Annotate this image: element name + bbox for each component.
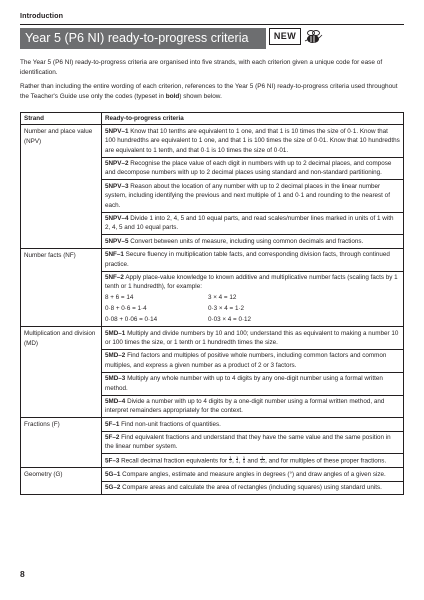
table-header-row [21, 113, 404, 125]
criterion [102, 235, 403, 247]
criterion-code: 5G–1 [105, 470, 121, 478]
strand-name: Geometry (G) [21, 468, 102, 495]
section-label: Introduction [20, 11, 64, 20]
criterion-text: Recognise the place value of each digit in numbers with up to 2 decimal places, and compose and decompose numbers with up to 2 decimal places using standard and non-standard partitioning. [105, 160, 392, 177]
criterion-text: Find factors and multiples of positive whole numbers, including common factors and common multiples, and express a given number as a product of 2 or 3 factors. [105, 352, 387, 369]
criterion-code: 5MD–2 [105, 352, 126, 360]
criterion-text: Convert between units of measure, including using common decimals and fractions. [130, 237, 364, 245]
intro-paragraph-1: The Year 5 (P6 NI) ready-to-progress criteria are organised into five strands, with each criterion given a unique code for ease of identification. [20, 59, 383, 76]
criterion-code: 5F–1 [105, 420, 120, 428]
table-row [21, 418, 404, 468]
strand-name: Number facts (NF) [21, 248, 102, 326]
criterion-code: 5NF–2 [105, 273, 124, 281]
criterion [102, 350, 403, 373]
header-strand: Strand [21, 113, 102, 125]
criterion-text: Divide a number with up to 4 digits by a one-digit number using a formal written method, and interpret remainders appropriately for the context. [105, 397, 385, 415]
criterion-text: Compare areas and calculate the area of rectangles (including squares) using standard units. [122, 484, 382, 492]
criterion [102, 272, 403, 327]
criterion [102, 482, 403, 494]
criterion-code: 5MD–1 [105, 329, 126, 337]
page-number: 8 [20, 569, 25, 579]
fraction: $\frac{1}{5}$ [242, 454, 246, 465]
criterion-code: 5NF–1 [105, 251, 124, 259]
new-badge-label: NEW [273, 31, 297, 41]
criteria-table [20, 112, 404, 495]
criterion-code: 5NPV–3 [105, 182, 129, 190]
criterion-code: 5MD–3 [105, 375, 126, 383]
example-row: 0·08 + 0·06 = 0·14 0·03 × 4 = 0·12 [105, 316, 252, 324]
fraction: $\frac{1}{2}$ [229, 454, 232, 465]
criterion [102, 125, 403, 157]
header-criteria: Ready-to-progress criteria [102, 113, 404, 125]
page-title: Year 5 (P6 NI) ready-to-progress criteria [25, 31, 249, 45]
criterion [102, 249, 403, 272]
criterion-code: 5NPV–1 [105, 127, 129, 135]
criterion: 5F–3 Recall decimal fraction equivalents for $\frac{1}{2}$, $\frac{1}{4}$, $\frac{1}{5}$ and $\frac{1}{10}$, and for multiples of these proper fractions. [105, 454, 387, 465]
criterion-code: 5F–3 [105, 457, 120, 465]
criterion-text: Multiply and divide numbers by 10 and 100; understand this as equivalent to making a number 10 or 100 times the size, or 1 tenth or 1 hundredth times the size. [105, 329, 399, 346]
criterion-text: Compare angles, estimate and measure angles in degrees (°) and draw angles of a given size. [122, 470, 386, 478]
criterion [102, 373, 403, 396]
criterion-text: Reason about the location of any number with up to 2 decimal places in the linear number system, including identifying the previous and next multiple of 1 and 0·1 and rounding to the nearest of each. [105, 182, 390, 209]
criterion-text: Divide 1 into 2, 4, 5 and 10 equal parts, and read scales/number lines marked in units of 1 with 2, 4, 5 and 10 equal parts. [105, 215, 394, 232]
criteria-cell [102, 248, 404, 326]
table-row [21, 468, 404, 495]
criterion [102, 418, 403, 431]
criterion [102, 432, 403, 455]
criterion [102, 396, 403, 418]
strand-name: Fractions (F) [21, 418, 102, 468]
strand-name: Multiplication and division (MD) [21, 327, 102, 418]
table-row [21, 327, 404, 418]
table-row [21, 248, 404, 326]
header-rule [20, 24, 404, 25]
criterion-text: Multiply any whole number with up to 4 digits by any one-digit number using a formal written method. [105, 375, 383, 392]
criterion [102, 468, 403, 481]
criterion-code: 5MD–4 [105, 397, 126, 405]
fraction: $\frac{1}{4}$ [236, 454, 239, 465]
criterion-text: Know that 10 tenths are equivalent to 1 one, and that 1 is 10 times the size of 0·1. Know that 100 hundredths are equivalent to 1 one, and that 1 is 100 times the size of 0·01. Know that 10 hundredths are equivalent to 1 tenth, and that 0·1 is 10 times the size of 0·01. [105, 127, 400, 154]
criterion [102, 180, 403, 212]
criterion [102, 327, 403, 350]
criterion-code: 5NPV–5 [105, 237, 129, 245]
criteria-cell [102, 418, 404, 468]
fraction: $\frac{1}{10}$ [260, 454, 265, 465]
criteria-cell [102, 468, 404, 495]
criterion-code: 5F–2 [105, 434, 120, 442]
intro-paragraph-2: Rather than including the entire wording of each criterion, references to the Year 5 (P6 NI) ready-to-progress criteria used throughout the Teacher's Guide use only the codes (typeset in bold) shown below. [20, 83, 398, 100]
new-badge [269, 28, 301, 45]
criterion-code: 5NPV–2 [105, 160, 129, 167]
title-bar [20, 28, 266, 49]
criterion-text: Apply place-value knowledge to known additive and multiplicative number facts (scaling facts by 1 tenth or 1 hundredth), for example: [105, 273, 398, 291]
criteria-cell [102, 327, 404, 418]
example-row: 8 + 6 = 14 3 × 4 = 12 [105, 294, 237, 302]
criterion-code: 5NPV–4 [105, 215, 129, 222]
example-row: 0·8 + 0·6 = 1·4 0·3 × 4 = 1·2 [105, 305, 245, 313]
criterion [102, 158, 403, 181]
criteria-cell [102, 125, 404, 248]
table-row [21, 125, 404, 248]
criterion [102, 213, 403, 236]
criterion-text: Find non-unit fractions of quantities. [121, 420, 221, 428]
bee-icon [302, 28, 324, 46]
criterion-text: Secure fluency in multiplication table facts, and corresponding division facts, through continued practice. [105, 251, 390, 268]
strand-name: Number and place value (NPV) [21, 125, 102, 248]
criterion-text: Find equivalent fractions and understand that they have the same value and the same position in the linear number system. [105, 434, 391, 451]
criterion-code: 5G–2 [105, 484, 121, 492]
